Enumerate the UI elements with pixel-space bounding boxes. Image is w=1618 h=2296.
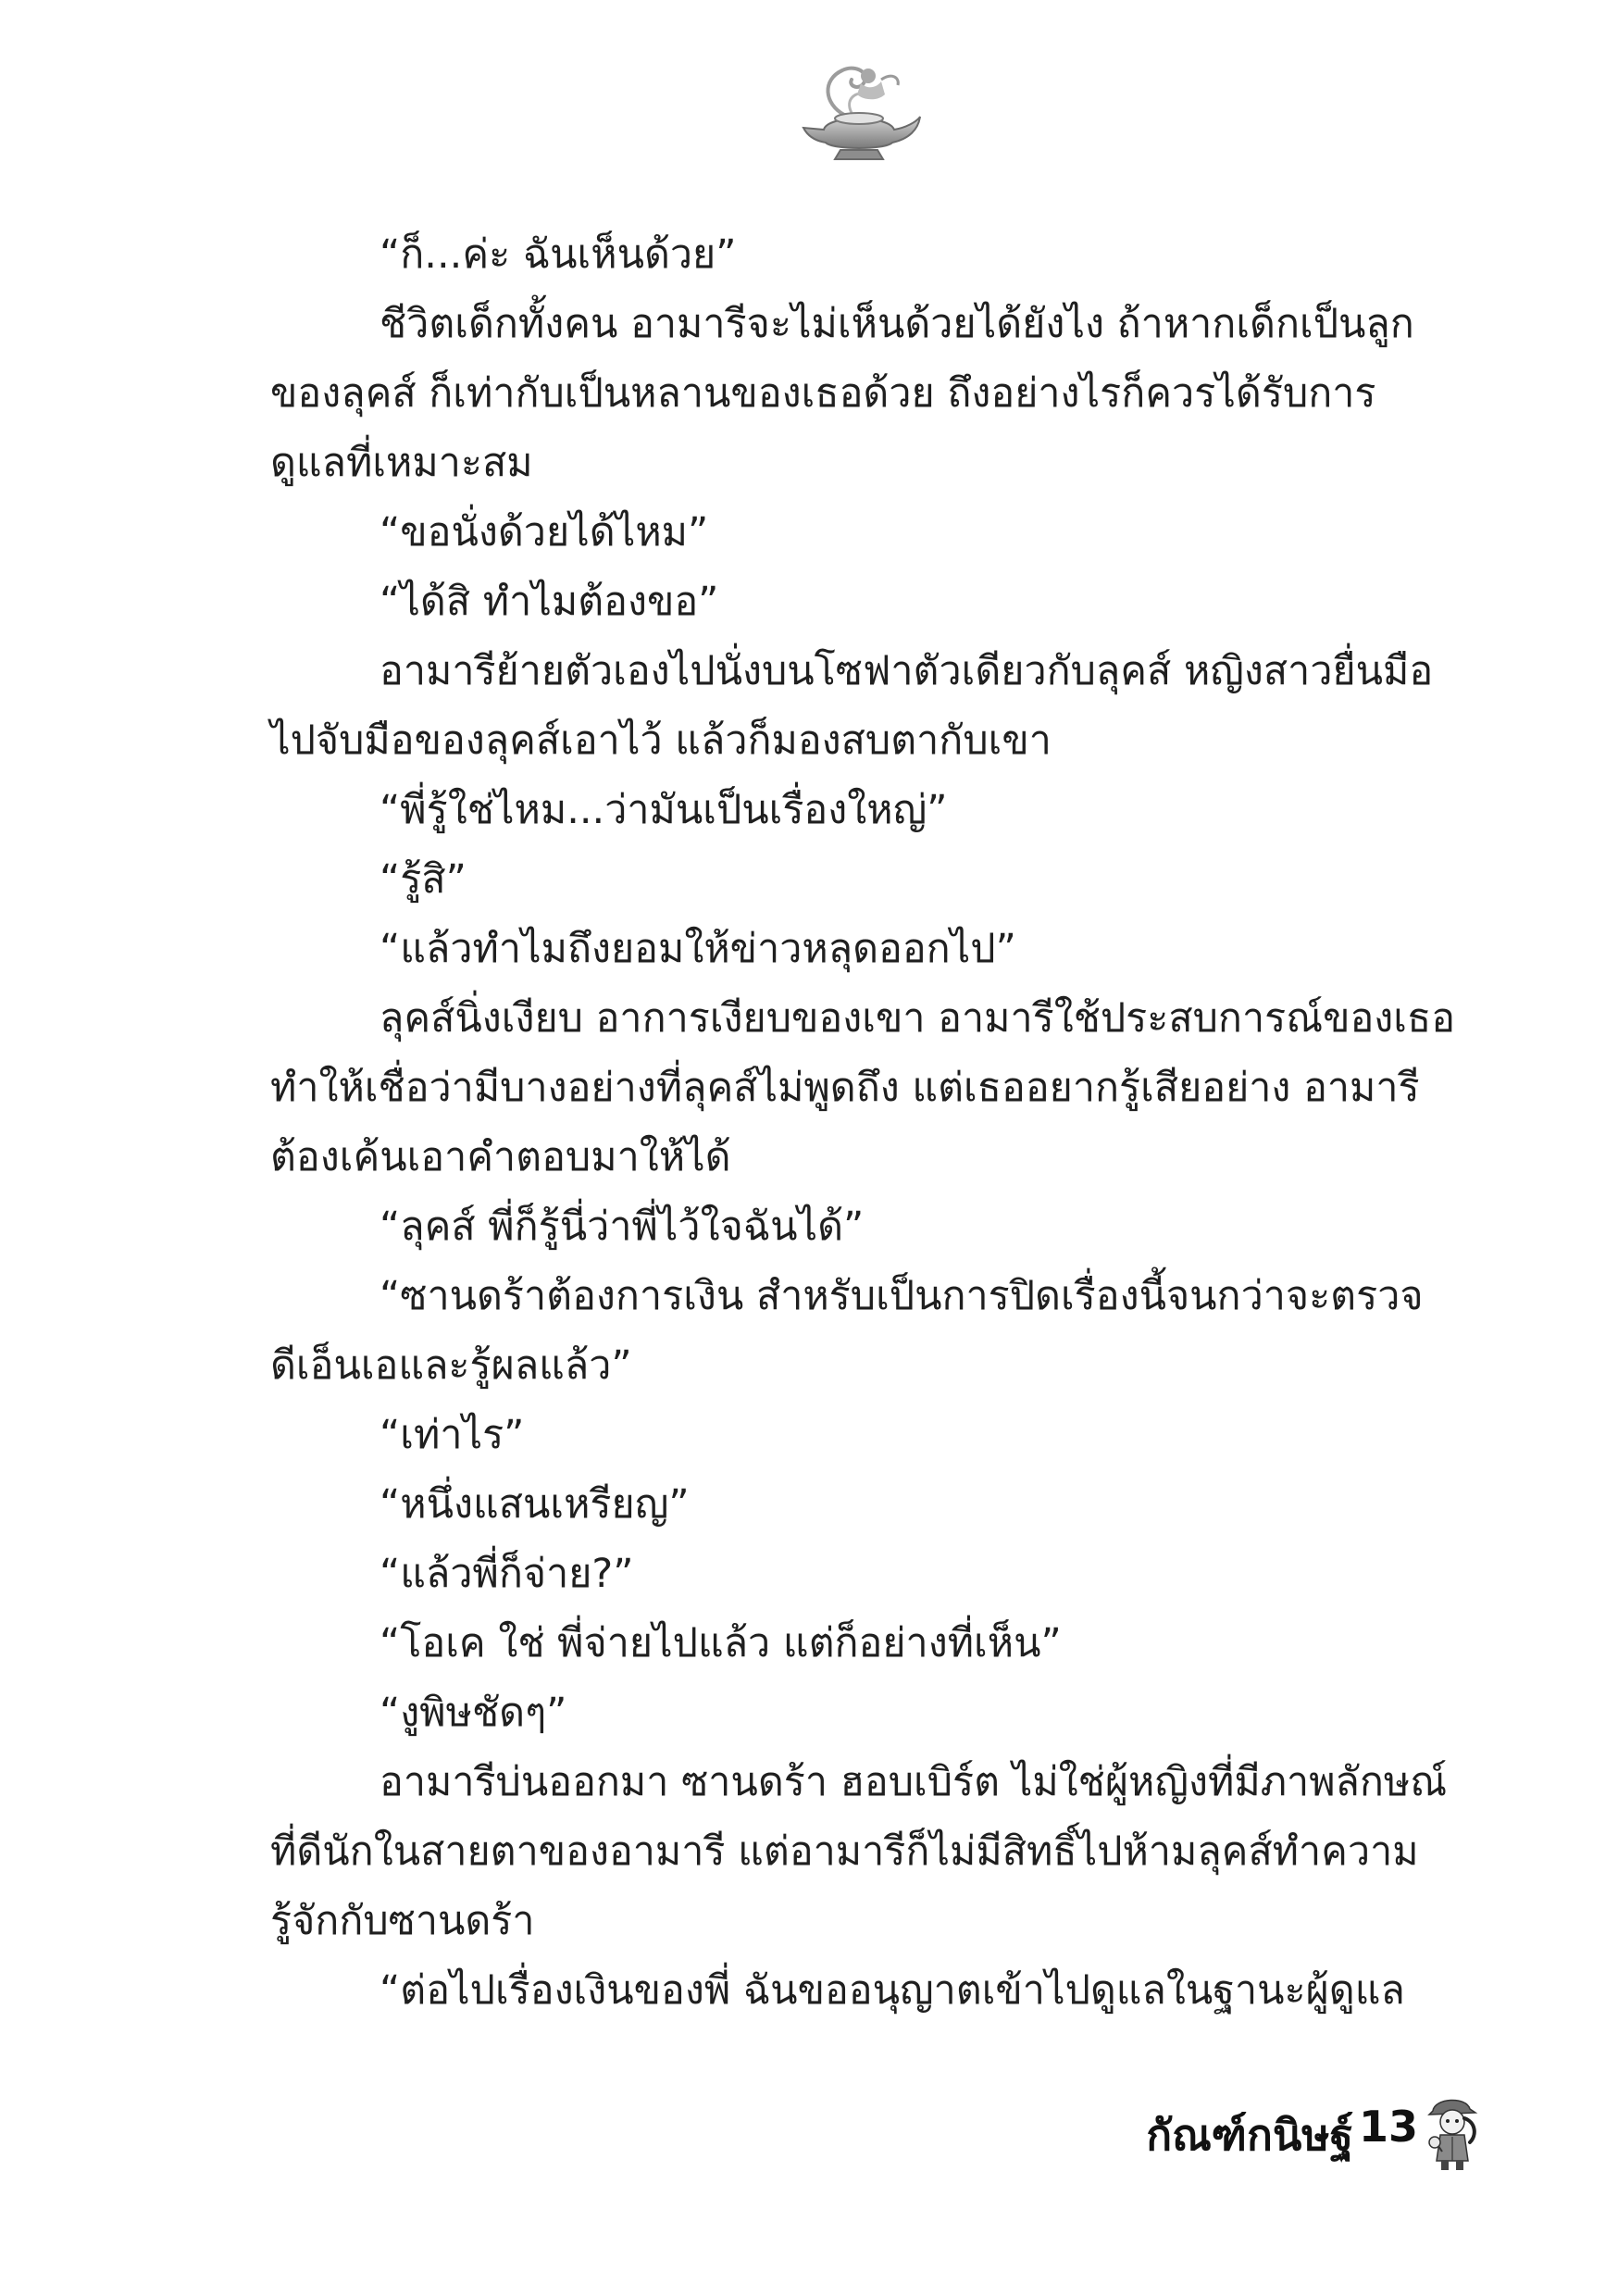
- genie-lamp-icon: [796, 57, 926, 168]
- author-name: กัณฑ์กนิษฐ์: [1146, 2110, 1353, 2160]
- text-line: “ซานดร้าต้องการเงิน สำหรับเป็นการปิดเรื่องนี้จนกว่าจะตรวจ: [380, 1273, 1424, 1319]
- text-line: “พี่รู้ใช่ไหม...ว่ามันเป็นเรื่องใหญ่”: [380, 787, 948, 833]
- text-line: “เท่าไร”: [380, 1412, 525, 1458]
- text-line: “โอเค ใช่ พี่จ่ายไปแล้ว แต่ก็อย่างที่เห็น”: [380, 1620, 1062, 1666]
- text-line: อามารีบ่นออกมา ซานดร้า ฮอบเบิร์ต ไม่ใช่ผู้หญิงที่มีภาพลักษณ์: [380, 1759, 1448, 1805]
- text-line: “ขอนั่งด้วยได้ไหม”: [380, 509, 709, 555]
- detective-mascot-icon: [1425, 2089, 1479, 2172]
- text-line: ต้องเค้นเอาคำตอบมาให้ได้: [270, 1134, 731, 1180]
- text-line: ดีเอ็นเอและรู้ผลแล้ว”: [270, 1342, 632, 1389]
- text-line: ทำให้เชื่อว่ามีบางอย่างที่ลุคส์ไม่พูดถึง แต่เธออยากรู้เสียอย่าง อามารี: [270, 1065, 1420, 1111]
- page-footer: [926, 2083, 1518, 2185]
- text-line: รู้จักกับซานดร้า: [270, 1898, 535, 1944]
- text-line: “ต่อไปเรื่องเงินของพี่ ฉันขออนุญาตเข้าไปดูแลในฐานะผู้ดูแล: [380, 1967, 1405, 2014]
- text-line: “ลุคส์ พี่ก็รู้นี่ว่าพี่ไว้ใจฉันได้”: [380, 1204, 865, 1250]
- text-line: ดูแลที่เหมาะสม: [270, 440, 533, 486]
- text-line: ที่ดีนักในสายตาของอามารี แต่อามารีก็ไม่มีสิทธิ์ไปห้ามลุคส์ทำความ: [270, 1828, 1419, 1875]
- text-line: “รู้สิ”: [380, 856, 467, 903]
- text-line: “งูพิษชัดๆ”: [380, 1690, 567, 1736]
- text-line: “แล้วทำไมถึงยอมให้ข่าวหลุดออกไป”: [380, 926, 1016, 972]
- text-line: ลุคส์นิ่งเงียบ อาการเงียบของเขา อามารีใช้ประสบการณ์ของเธอ: [380, 995, 1456, 1042]
- text-line: อามารีย้ายตัวเองไปนั่งบนโซฟาตัวเดียวกับลุคส์ หญิงสาวยื่นมือ: [380, 648, 1434, 694]
- text-line: “ได้สิ ทำไมต้องขอ”: [380, 579, 719, 625]
- text-line: “หนึ่งแสนเหรียญ”: [380, 1481, 690, 1528]
- text-line: “ก็...ค่ะ ฉันเห็นด้วย”: [380, 231, 737, 278]
- text-line: “แล้วพี่ก็จ่าย?”: [380, 1551, 634, 1597]
- body-text: [270, 220, 1455, 2026]
- page-number: 13: [1358, 2102, 1418, 2152]
- text-line: ไปจับมือของลุคส์เอาไว้ แล้วก็มองสบตากับเขา: [270, 718, 1052, 764]
- text-line: ชีวิตเด็กทั้งคน อามารีจะไม่เห็นด้วยได้ยังไง ถ้าหากเด็กเป็นลูก: [380, 301, 1414, 347]
- text-line: ของลุคส์ ก็เท่ากับเป็นหลานของเธอด้วย ถึงอย่างไรก็ควรได้รับการ: [270, 370, 1376, 417]
